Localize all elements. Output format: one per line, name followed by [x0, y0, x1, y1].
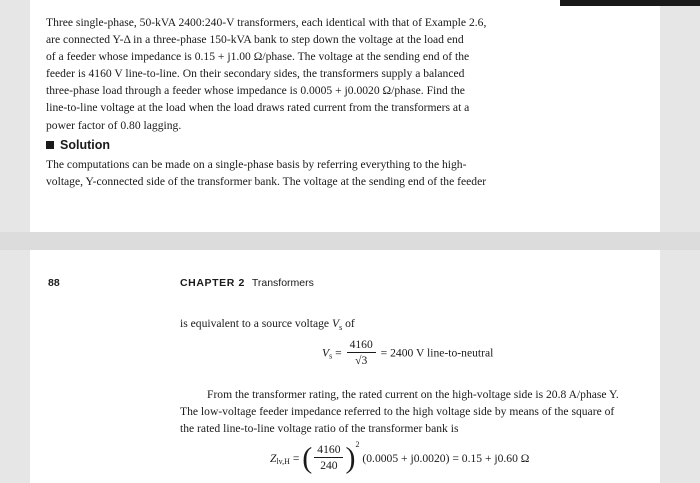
text-line: the rated line-to-line voltage ratio of the transformer bank is: [180, 422, 459, 436]
intro-var: V: [331, 317, 340, 330]
eq1-rhs: = 2400 V line-to-neutral: [380, 346, 494, 360]
text-line: The low-voltage feeder impedance referred to the high voltage side by means of the square of: [180, 405, 615, 419]
text-line: line-to-line voltage at the load when the load draws rated current from the transformers at a: [46, 101, 470, 115]
text-line: power factor of 0.80 lagging.: [46, 118, 182, 132]
page-number: 88: [48, 277, 60, 289]
rating-paragraph: [180, 386, 656, 437]
eq2-fraction: [314, 443, 343, 473]
eq2-equals: =: [292, 451, 300, 465]
text-line: From the transformer rating, the rated current on the high-voltage side is 20.8 A/phase Y.: [207, 388, 619, 401]
left-paren: (: [302, 441, 313, 475]
intro-text: is equivalent to a source voltage: [180, 317, 330, 330]
equation-impedance: [270, 440, 529, 480]
page-gap: [0, 232, 700, 250]
page-top: [30, 0, 660, 232]
text-line: voltage, Y-connected side of the transformer bank. The voltage at the sending end of the feeder: [46, 175, 487, 189]
intro-sub: s: [339, 323, 343, 332]
running-header: [180, 277, 314, 289]
eq2-denominator: 240: [320, 459, 338, 473]
text-line: are connected Y-Δ in a three-phase 150-kVA bank to step down the voltage at the load end: [46, 33, 464, 47]
eq2-numerator: 4160: [314, 443, 343, 458]
problem-statement: [46, 14, 646, 134]
equation-source-voltage: [322, 338, 493, 374]
text-line: of a feeder whose impedance is 0.15 + j1.00 Ω/phase. The voltage at the sending end of the: [46, 50, 470, 64]
intro-line: [180, 317, 355, 332]
eq1-fraction: [347, 338, 376, 368]
text-line: The computations can be made on a single-phase basis by referring everything to the high-: [46, 158, 467, 171]
solution-text: [46, 156, 646, 190]
square-bullet-icon: [46, 141, 54, 149]
chapter-title: Transformers: [251, 277, 314, 289]
eq1-lhs: V: [322, 346, 330, 360]
eq1-lhs-sub: s: [329, 351, 333, 361]
eq1-denominator: √3: [355, 354, 368, 367]
intro-tail: of: [345, 317, 355, 330]
chapter-label: CHAPTER 2: [180, 277, 245, 289]
right-paren: ): [345, 441, 356, 475]
top-dark-bar: [560, 0, 700, 6]
eq1-numerator: 4160: [347, 338, 376, 353]
eq2-rhs: (0.0005 + j0.0020) = 0.15 + j0.60 Ω: [362, 451, 530, 465]
eq2-exponent: 2: [355, 440, 360, 449]
eq2-lhs: Z: [270, 451, 277, 465]
text-line: Three single-phase, 50-kVA 2400:240-V transformers, each identical with that of Example 2.6,: [46, 16, 487, 29]
text-line: three-phase load through a feeder whose impedance is 0.0005 + j0.0020 Ω/phase. Find the: [46, 84, 465, 98]
solution-heading: [46, 138, 110, 152]
solution-heading-label: Solution: [60, 138, 110, 152]
text-line: feeder is 4160 V line-to-line. On their secondary sides, the transformers supply a balanced: [46, 67, 465, 81]
eq1-equals: =: [335, 346, 342, 360]
eq2-lhs-sub: lv,H: [276, 457, 290, 466]
page-bottom: [30, 250, 660, 483]
